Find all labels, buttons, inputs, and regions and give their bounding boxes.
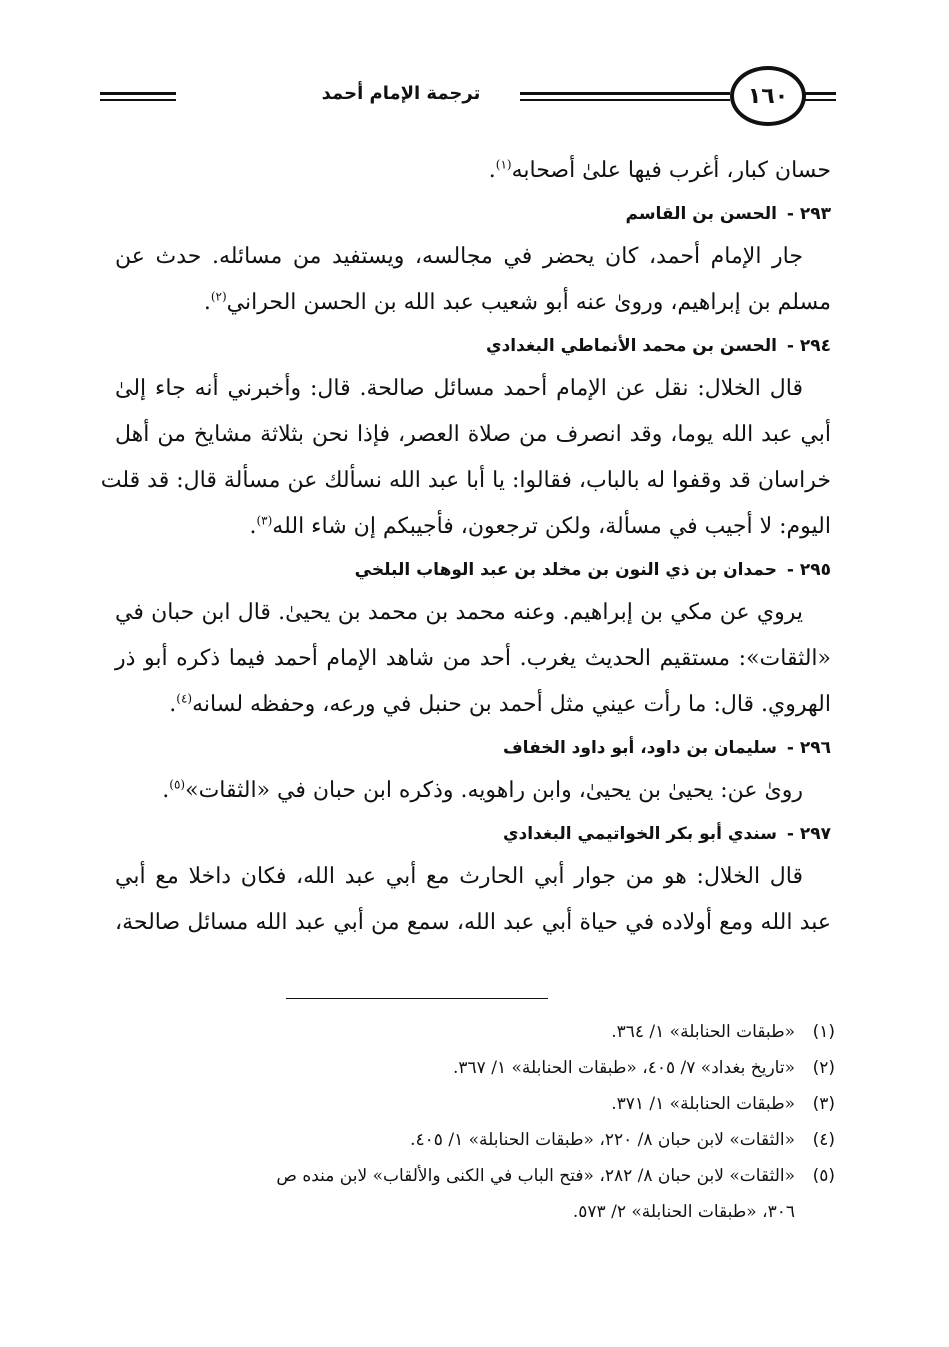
footnote-number: (٤) <box>812 1130 835 1150</box>
body-line: مسلم بن إبراهيم، وروىٰ عنه أبو شعيب عبد الله بن الحسن الحراني$^{(٢)}$. <box>203 289 831 315</box>
body-line: «الثقات»: مستقيم الحديث يغرب. أحد من شاهد الإمام أحمد فيما ذكره أبو ذر <box>115 646 831 671</box>
footnote-ref[interactable]: (٢) <box>210 289 227 304</box>
header-rule-right <box>802 92 836 101</box>
footnote <box>113 1086 835 1122</box>
entry-name: حمدان بن ذي النون بن مخلد بن عبد الوهاب البلخي <box>354 560 777 580</box>
page-body <box>100 148 831 946</box>
footnote-number: (٥) <box>812 1166 835 1186</box>
page-number: ١٦٠ <box>730 66 806 126</box>
footnote-text: «طبقات الحنابلة» ١/ ٣٦٤. <box>611 1022 795 1042</box>
footnote-ref[interactable]: (٥) <box>169 777 186 792</box>
footnote-separator <box>286 998 548 999</box>
entry-heading <box>115 194 831 234</box>
footnote-number: (٢) <box>812 1058 835 1078</box>
entry-name: سندي أبو بكر الخواتيمي البغدادي <box>502 824 777 844</box>
entry-heading <box>115 326 831 366</box>
footnote <box>113 1122 835 1158</box>
entry-number: ٢٩٧ - <box>786 824 831 844</box>
footnote <box>113 1050 835 1086</box>
header-rule-left <box>100 92 176 101</box>
body-line: عبد الله ومع أولاده في حياة أبي عبد الله، سمع من أبي عبد الله مسائل صالحة، <box>115 910 831 935</box>
body-line: يروي عن مكي بن إبراهيم. وعنه محمد بن محمد بن يحيىٰ. قال ابن حبان في <box>115 600 803 625</box>
entry-number: ٢٩٤ - <box>786 336 831 356</box>
body-line: اليوم: لا أجيب في مسألة، ولكن ترجعون، فأجيبكم إن شاء الله$^{(٣)}$. <box>249 513 831 539</box>
footnote-ref[interactable]: (٣) <box>256 513 273 528</box>
body-line: حسان كبار، أغرب فيها علىٰ أصحابه$^{(١)}$. <box>488 157 831 183</box>
footnote-number: (١) <box>812 1022 835 1042</box>
footnotes <box>113 1014 835 1230</box>
entry-heading <box>115 728 831 768</box>
entry-name: الحسن بن القاسم <box>625 204 777 224</box>
body-line: قال الخلال: نقل عن الإمام أحمد مسائل صالحة. قال: وأخبرني أنه جاء إلىٰ <box>115 376 803 401</box>
entry-name: سليمان بن داود، أبو داود الخفاف <box>502 738 777 758</box>
body-line: خراسان قد وقفوا له بالباب، فقالوا: يا أبا عبد الله نسألك عن مسألة قال: قد قلت <box>100 468 831 493</box>
entry-heading <box>115 550 831 590</box>
footnote-text: «طبقات الحنابلة» ١/ ٣٧١. <box>611 1094 795 1114</box>
footnote <box>113 1014 835 1050</box>
entry-heading <box>115 814 831 854</box>
header-rule-middle <box>520 92 730 101</box>
body-line: أبي عبد الله يوما، وقد انصرف من صلاة العصر، فإذا نحن بثلاثة مشايخ من أهل <box>115 422 831 447</box>
running-title: ترجمة الإمام أحمد <box>321 83 481 104</box>
body-line: قال الخلال: هو من جوار أبي الحارث مع أبي عبد الله، فكان داخلا مع أبي <box>115 864 803 889</box>
entry-number: ٢٩٥ - <box>786 560 831 580</box>
body-line: الهروي. قال: ما رأت عيني مثل أحمد بن حنبل في ورعه، وحفظه لسانه$^{(٤)}$. <box>169 691 831 717</box>
footnote <box>113 1158 835 1230</box>
footnote-text: «الثقات» لابن حبان ٨/ ٢٨٢، «فتح الباب في الكنى والألقاب» لابن منده ص ٣٠٦، «طبقات الحنابلة» ٢/ ٥٧٣. <box>276 1166 795 1222</box>
entry-number: ٢٩٦ - <box>786 738 831 758</box>
footnote-text: «الثقات» لابن حبان ٨/ ٢٢٠، «طبقات الحنابلة» ١/ ٤٠٥. <box>410 1130 795 1150</box>
body-line: جار الإمام أحمد، كان يحضر في مجالسه، ويستفيد من مسائله. حدث عن <box>115 244 803 269</box>
entry-name: الحسن بن محمد الأنماطي البغدادي <box>485 336 777 356</box>
footnote-ref[interactable]: (٤) <box>176 691 193 706</box>
footnote-number: (٣) <box>812 1094 835 1114</box>
body-line: روىٰ عن: يحيىٰ بن يحيىٰ، وابن راهويه. وذكره ابن حبان في «الثقات»$^{(٥)}$. <box>162 777 803 803</box>
footnote-ref[interactable]: (١) <box>495 157 512 172</box>
entry-number: ٢٩٣ - <box>786 204 831 224</box>
footnote-text: «تاريخ بغداد» ٧/ ٤٠٥، «طبقات الحنابلة» ١/ ٣٦٧. <box>453 1058 795 1078</box>
page-header <box>100 62 836 134</box>
